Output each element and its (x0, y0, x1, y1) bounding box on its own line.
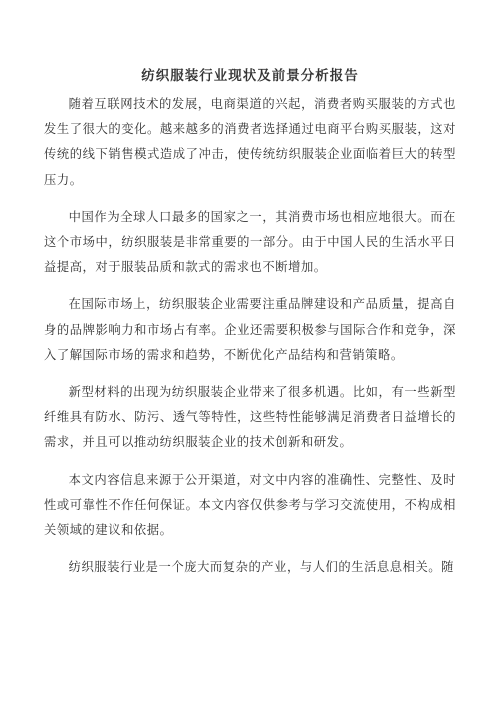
paragraph-disclaimer: 本文内容信息来源于公开渠道，对文中内容的准确性、完整性、及时性或可靠性不作任何保证。本文内容仅供参考与学习交流使用，不构成相关领域的建议和依据。 (44, 472, 456, 538)
paragraph-china-market: 中国作为全球人口最多的国家之一，其消费市场也相应地很大。而在这个市场中，纺织服装是非常重要的一部分。由于中国人民的生活水平日益提高，对于服装品质和款式的需求也不断增加。 (44, 209, 456, 275)
paragraph-ecommerce-impact: 随着互联网技术的发展，电商渠道的兴起，消费者购买服装的方式也发生了很大的变化。越来越多的消费者选择通过电商平台购买服装，这对传统的线下销售模式造成了冲击，使传统纺织服装企业面临着巨大的转型压力。 (44, 97, 456, 187)
paragraph-new-materials: 新型材料的出现为纺织服装企业带来了很多机遇。比如，有一些新型纤维具有防水、防污、透气等特性，这些特性能够满足消费者日益增长的需求，并且可以推动纺织服装企业的技术创新和研发。 (44, 385, 456, 450)
paragraph-industry-overview: 纺织服装行业是一个庞大而复杂的产业，与人们的生活息息相关。随 (68, 560, 455, 575)
paragraph-international-market: 在国际市场上，纺织服装企业需要注重品牌建设和产品质量，提高自身的品牌影响力和市场占有率。企业还需要积极参与国际合作和竞争，深入了解国际市场的需求和趋势，不断优化产品结构和营销策略。 (44, 297, 456, 362)
document-body (44, 92, 456, 592)
document-title: 纺织服装行业现状及前景分析报告 (141, 68, 359, 84)
